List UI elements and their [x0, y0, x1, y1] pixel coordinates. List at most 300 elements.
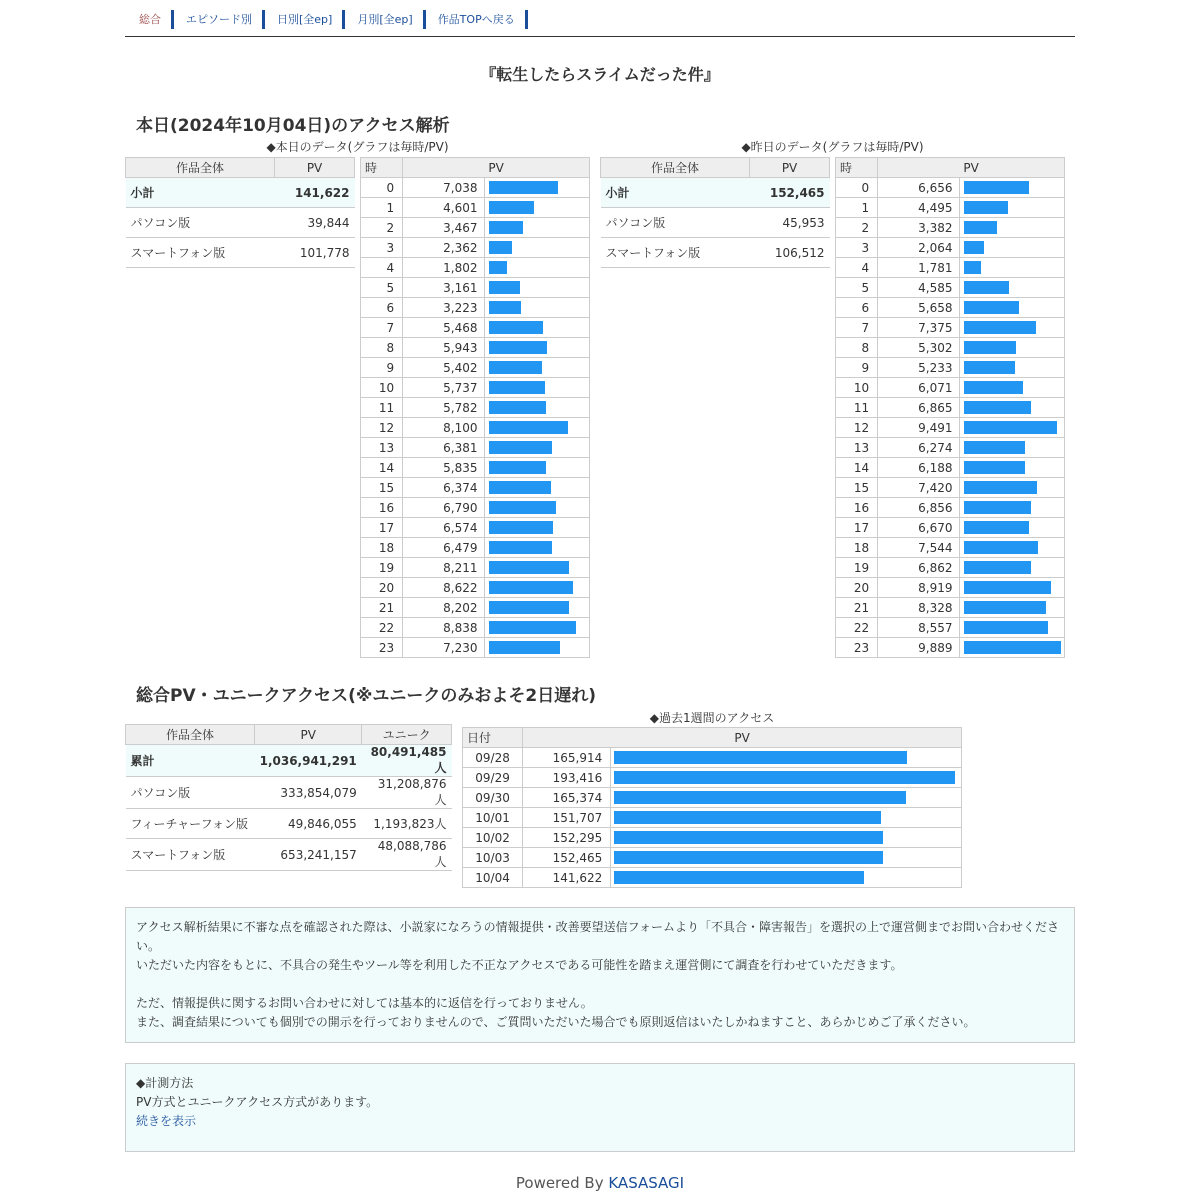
pv-cell: 8,622 [403, 578, 484, 598]
hourly-row [361, 278, 590, 298]
bar-cell [959, 358, 1064, 378]
pv-cell: 6,479 [403, 538, 484, 558]
pv-bar [489, 441, 552, 454]
summary-row [126, 208, 355, 238]
kasasagi-link[interactable]: KASASAGI [608, 1174, 685, 1192]
total-unique: 31,208,876人 [362, 777, 452, 809]
nav-item-overall[interactable] [125, 10, 174, 29]
total-header: 作品全体 [126, 725, 255, 745]
pv-bar [964, 521, 1029, 534]
pv-bar [964, 461, 1025, 474]
pv-bar [964, 441, 1025, 454]
pv-cell: 3,223 [403, 298, 484, 318]
total-table [125, 724, 452, 871]
hour-cell: 6 [836, 298, 878, 318]
hour-cell: 8 [361, 338, 403, 358]
hourly-header: 時 [361, 158, 403, 178]
pv-bar [489, 581, 573, 594]
bar-cell [611, 868, 962, 888]
summary-value: 152,465 [750, 178, 830, 208]
bar-cell [959, 178, 1064, 198]
date-cell: 10/03 [463, 848, 523, 868]
bar-cell [484, 618, 589, 638]
pv-cell: 6,856 [878, 498, 959, 518]
today-caption: ◆本日のデータ(グラフは毎時/PV) [266, 140, 449, 154]
week-header: PV [523, 728, 962, 748]
pv-bar [489, 261, 507, 274]
total-pv: 49,846,055 [255, 809, 362, 839]
hour-cell: 8 [836, 338, 878, 358]
hourly-row [361, 198, 590, 218]
nav-link-monthly[interactable]: 月別[全ep] [357, 13, 413, 26]
hourly-row [836, 218, 1065, 238]
hour-cell: 3 [836, 238, 878, 258]
total-unique: 80,491,485人 [362, 745, 452, 777]
hour-cell: 7 [361, 318, 403, 338]
bar-cell [611, 848, 962, 868]
pv-bar [964, 221, 997, 234]
pv-cell: 4,601 [403, 198, 484, 218]
hour-cell: 0 [836, 178, 878, 198]
week-row [463, 748, 962, 768]
bar-cell [484, 338, 589, 358]
bar-cell [959, 638, 1064, 658]
bar-cell [959, 338, 1064, 358]
hour-cell: 9 [836, 358, 878, 378]
pv-bar [964, 241, 984, 254]
pv-cell: 165,914 [523, 748, 611, 768]
hour-cell: 17 [361, 518, 403, 538]
bar-cell [959, 558, 1064, 578]
nav-label: 総合 [139, 13, 161, 26]
pv-cell: 9,889 [878, 638, 959, 658]
notice-line: ただ、情報提供に関するお問い合わせに対しては基本的に返信を行っておりません。 [136, 996, 593, 1010]
bar-cell [484, 298, 589, 318]
pv-bar [964, 321, 1036, 334]
pv-cell: 3,467 [403, 218, 484, 238]
pv-bar [964, 421, 1057, 434]
pv-bar [614, 791, 906, 804]
hourly-row [836, 578, 1065, 598]
date-cell: 10/02 [463, 828, 523, 848]
date-cell: 10/04 [463, 868, 523, 888]
hourly-row [361, 258, 590, 278]
bar-cell [484, 438, 589, 458]
bar-cell [959, 478, 1064, 498]
notice-box [125, 907, 1075, 1043]
summary-value: 141,622 [275, 178, 355, 208]
pv-bar [614, 831, 883, 844]
hour-cell: 13 [836, 438, 878, 458]
pv-bar [964, 481, 1037, 494]
nav-link-work-top[interactable]: 作品TOPへ戻る [437, 13, 515, 26]
summary-label: スマートフォン版 [601, 238, 750, 268]
pv-cell: 6,274 [878, 438, 959, 458]
pv-cell: 6,862 [878, 558, 959, 578]
pv-bar [489, 461, 546, 474]
summary-label: 小計 [126, 178, 275, 208]
hour-cell: 6 [361, 298, 403, 318]
pv-cell: 8,202 [403, 598, 484, 618]
pv-bar [964, 181, 1029, 194]
hourly-row [836, 518, 1065, 538]
pv-cell: 4,585 [878, 278, 959, 298]
today-hourly-table [360, 157, 590, 658]
week-row [463, 848, 962, 868]
hourly-row [361, 478, 590, 498]
week-caption: ◆過去1週間のアクセス [649, 711, 775, 725]
hour-cell: 20 [361, 578, 403, 598]
method-text: PV方式とユニークアクセス方式があります。 [136, 1095, 379, 1109]
pv-bar [489, 521, 553, 534]
summary-value: 106,512 [750, 238, 830, 268]
bar-cell [611, 748, 962, 768]
date-cell: 09/30 [463, 788, 523, 808]
pv-bar [489, 321, 543, 334]
hour-cell: 1 [361, 198, 403, 218]
summary-value: 101,778 [275, 238, 355, 268]
total-section-title: 総合PV・ユニークアクセス(※ユニークのみおよそ2日遅れ) [136, 686, 596, 706]
hour-cell: 5 [361, 278, 403, 298]
pv-cell: 7,544 [878, 538, 959, 558]
hour-cell: 3 [361, 238, 403, 258]
pv-cell: 9,491 [878, 418, 959, 438]
hourly-row [836, 498, 1065, 518]
pv-cell: 2,362 [403, 238, 484, 258]
pv-cell: 4,495 [878, 198, 959, 218]
hourly-row [836, 398, 1065, 418]
pv-bar [964, 641, 1061, 654]
hour-cell: 4 [836, 258, 878, 278]
pv-bar [964, 301, 1019, 314]
total-pv: 333,854,079 [255, 777, 362, 809]
pv-bar [489, 221, 523, 234]
pv-bar [614, 871, 864, 884]
bar-cell [484, 278, 589, 298]
yesterday-caption: ◆昨日のデータ(グラフは毎時/PV) [741, 140, 924, 154]
pv-bar [964, 581, 1051, 594]
bar-cell [959, 398, 1064, 418]
bar-cell [484, 398, 589, 418]
bar-cell [959, 198, 1064, 218]
pv-bar [489, 281, 520, 294]
hour-cell: 16 [836, 498, 878, 518]
total-header: ユニーク [362, 725, 452, 745]
total-row [126, 809, 452, 839]
hourly-row [836, 438, 1065, 458]
hour-cell: 15 [836, 478, 878, 498]
pv-bar [489, 601, 569, 614]
hourly-row [361, 378, 590, 398]
hourly-row [836, 258, 1065, 278]
bar-cell [959, 418, 1064, 438]
pv-cell: 3,382 [878, 218, 959, 238]
pv-bar [489, 341, 547, 354]
pv-cell: 152,465 [523, 848, 611, 868]
pv-cell: 141,622 [523, 868, 611, 888]
hour-cell: 15 [361, 478, 403, 498]
bar-cell [959, 578, 1064, 598]
summary-row [126, 178, 355, 208]
hourly-row [836, 638, 1065, 658]
bar-cell [959, 238, 1064, 258]
pv-bar [964, 201, 1008, 214]
hour-cell: 2 [836, 218, 878, 238]
total-label: スマートフォン版 [126, 839, 255, 871]
hour-cell: 18 [361, 538, 403, 558]
hourly-row [836, 378, 1065, 398]
hourly-header: 時 [836, 158, 878, 178]
hour-cell: 11 [361, 398, 403, 418]
pv-bar [489, 301, 521, 314]
bar-cell [959, 318, 1064, 338]
pv-cell: 7,375 [878, 318, 959, 338]
pv-cell: 5,835 [403, 458, 484, 478]
pv-cell: 151,707 [523, 808, 611, 828]
nav-link-episode[interactable]: エピソード別 [186, 13, 252, 26]
show-more-link[interactable]: 続きを表示 [136, 1114, 197, 1128]
hourly-row [836, 318, 1065, 338]
total-label: 累計 [126, 745, 255, 777]
summary-label: 小計 [601, 178, 750, 208]
summary-row [601, 178, 830, 208]
yesterday-hourly-table [835, 157, 1065, 658]
bar-cell [484, 238, 589, 258]
method-title: ◆計測方法 [136, 1076, 194, 1090]
today-summary-table [125, 157, 355, 268]
bar-cell [959, 518, 1064, 538]
pv-bar [964, 401, 1031, 414]
pv-cell: 6,071 [878, 378, 959, 398]
total-unique: 48,088,786人 [362, 839, 452, 871]
hourly-row [361, 558, 590, 578]
hour-cell: 14 [361, 458, 403, 478]
pv-bar [964, 341, 1016, 354]
pv-cell: 5,943 [403, 338, 484, 358]
pv-bar [489, 241, 512, 254]
hourly-row [836, 238, 1065, 258]
hour-cell: 22 [361, 618, 403, 638]
total-unique: 1,193,823人 [362, 809, 452, 839]
pv-bar [964, 361, 1015, 374]
pv-cell: 8,211 [403, 558, 484, 578]
pv-bar [614, 771, 955, 784]
today-section-title: 本日(2024年10月04日)のアクセス解析 [136, 116, 450, 136]
hourly-row [361, 318, 590, 338]
pv-cell: 5,233 [878, 358, 959, 378]
total-row [126, 745, 452, 777]
pv-bar [964, 501, 1031, 514]
pv-cell: 6,374 [403, 478, 484, 498]
hour-cell: 22 [836, 618, 878, 638]
hourly-row [361, 298, 590, 318]
hourly-row [361, 338, 590, 358]
pv-cell: 5,737 [403, 378, 484, 398]
footer [0, 1174, 1200, 1192]
bar-cell [959, 458, 1064, 478]
notice-line: いただいた内容をもとに、不具合の発生やツール等を利用した不正なアクセスである可能性を踏まえ運営側にて調査を行わせていただきます。 [136, 958, 903, 972]
pv-bar [489, 621, 576, 634]
bar-cell [959, 598, 1064, 618]
footer-prefix: Powered By [515, 1174, 609, 1192]
pv-bar [964, 561, 1031, 574]
hour-cell: 23 [361, 638, 403, 658]
summary-header: PV [275, 158, 355, 178]
pv-bar [489, 481, 551, 494]
pv-bar [489, 561, 569, 574]
hourly-row [836, 298, 1065, 318]
hour-cell: 9 [361, 358, 403, 378]
hour-cell: 16 [361, 498, 403, 518]
pv-cell: 7,038 [403, 178, 484, 198]
pv-bar [489, 641, 560, 654]
pv-bar [489, 201, 534, 214]
total-label: フィーチャーフォン版 [126, 809, 255, 839]
hourly-row [361, 498, 590, 518]
pv-bar [964, 621, 1048, 634]
pv-cell: 7,420 [878, 478, 959, 498]
pv-cell: 1,781 [878, 258, 959, 278]
hour-cell: 4 [361, 258, 403, 278]
hour-cell: 19 [836, 558, 878, 578]
week-row [463, 868, 962, 888]
week-row [463, 828, 962, 848]
pv-cell: 8,328 [878, 598, 959, 618]
hourly-row [361, 618, 590, 638]
total-header: PV [255, 725, 362, 745]
bar-cell [484, 638, 589, 658]
hourly-row [836, 178, 1065, 198]
nav-item-monthly[interactable] [345, 10, 425, 29]
pv-bar [489, 381, 545, 394]
hourly-row [361, 398, 590, 418]
pv-cell: 152,295 [523, 828, 611, 848]
bar-cell [484, 498, 589, 518]
hourly-row [836, 558, 1065, 578]
pv-cell: 6,188 [878, 458, 959, 478]
hour-cell: 10 [836, 378, 878, 398]
hourly-row [836, 418, 1065, 438]
total-row [126, 777, 452, 809]
hourly-row [836, 598, 1065, 618]
summary-label: パソコン版 [601, 208, 750, 238]
hour-cell: 12 [361, 418, 403, 438]
bar-cell [484, 378, 589, 398]
bar-cell [959, 498, 1064, 518]
hour-cell: 19 [361, 558, 403, 578]
summary-header: 作品全体 [601, 158, 750, 178]
hourly-row [361, 538, 590, 558]
hourly-row [361, 238, 590, 258]
hourly-row [836, 538, 1065, 558]
hourly-row [361, 638, 590, 658]
bar-cell [484, 518, 589, 538]
week-row [463, 808, 962, 828]
hourly-header: PV [403, 158, 590, 178]
bar-cell [959, 438, 1064, 458]
pv-bar [964, 261, 981, 274]
nav-link-daily[interactable]: 日別[全ep] [277, 13, 333, 26]
bar-cell [484, 258, 589, 278]
pv-cell: 165,374 [523, 788, 611, 808]
pv-bar [964, 381, 1023, 394]
pv-cell: 5,658 [878, 298, 959, 318]
total-label: パソコン版 [126, 777, 255, 809]
summary-header: PV [750, 158, 830, 178]
total-pv: 653,241,157 [255, 839, 362, 871]
total-row [126, 839, 452, 871]
pv-bar [489, 401, 546, 414]
hourly-row [361, 438, 590, 458]
hourly-row [361, 218, 590, 238]
bar-cell [611, 808, 962, 828]
hour-cell: 10 [361, 378, 403, 398]
hourly-row [836, 278, 1065, 298]
week-row [463, 788, 962, 808]
bar-cell [959, 298, 1064, 318]
hourly-row [836, 478, 1065, 498]
summary-row [601, 238, 830, 268]
pv-cell: 5,302 [878, 338, 959, 358]
yesterday-summary-table [600, 157, 830, 268]
nav-item-daily[interactable] [265, 10, 345, 29]
hourly-row [361, 358, 590, 378]
hourly-row [836, 618, 1065, 638]
bar-cell [484, 578, 589, 598]
pv-cell: 7,230 [403, 638, 484, 658]
hourly-row [361, 458, 590, 478]
pv-cell: 6,574 [403, 518, 484, 538]
bar-cell [484, 558, 589, 578]
bar-cell [959, 618, 1064, 638]
date-cell: 09/29 [463, 768, 523, 788]
notice-line: アクセス解析結果に不審な点を確認された際は、小説家になろうの情報提供・改善要望送信フォームより「不具合・障害報告」を選択の上で運営側までお問い合わせください。 [136, 920, 1060, 953]
pv-cell: 8,557 [878, 618, 959, 638]
bar-cell [959, 218, 1064, 238]
pv-cell: 1,802 [403, 258, 484, 278]
pv-bar [964, 601, 1046, 614]
hourly-row [361, 178, 590, 198]
week-header: 日付 [463, 728, 523, 748]
pv-bar [489, 421, 568, 434]
summary-label: パソコン版 [126, 208, 275, 238]
pv-cell: 2,064 [878, 238, 959, 258]
nav-item-episode[interactable] [174, 10, 265, 29]
hourly-row [361, 578, 590, 598]
hourly-row [836, 338, 1065, 358]
pv-bar [964, 281, 1009, 294]
nav-item-work-top[interactable] [426, 10, 528, 29]
hour-cell: 13 [361, 438, 403, 458]
bar-cell [484, 598, 589, 618]
bar-cell [484, 418, 589, 438]
pv-cell: 8,919 [878, 578, 959, 598]
summary-header: 作品全体 [126, 158, 275, 178]
hour-cell: 1 [836, 198, 878, 218]
summary-value: 45,953 [750, 208, 830, 238]
pv-cell: 5,468 [403, 318, 484, 338]
hour-cell: 12 [836, 418, 878, 438]
hourly-row [361, 418, 590, 438]
bar-cell [484, 358, 589, 378]
total-pv: 1,036,941,291 [255, 745, 362, 777]
pv-cell: 8,100 [403, 418, 484, 438]
pv-bar [489, 541, 552, 554]
week-table [462, 727, 962, 888]
pv-bar [489, 181, 558, 194]
bar-cell [959, 258, 1064, 278]
summary-row [601, 208, 830, 238]
